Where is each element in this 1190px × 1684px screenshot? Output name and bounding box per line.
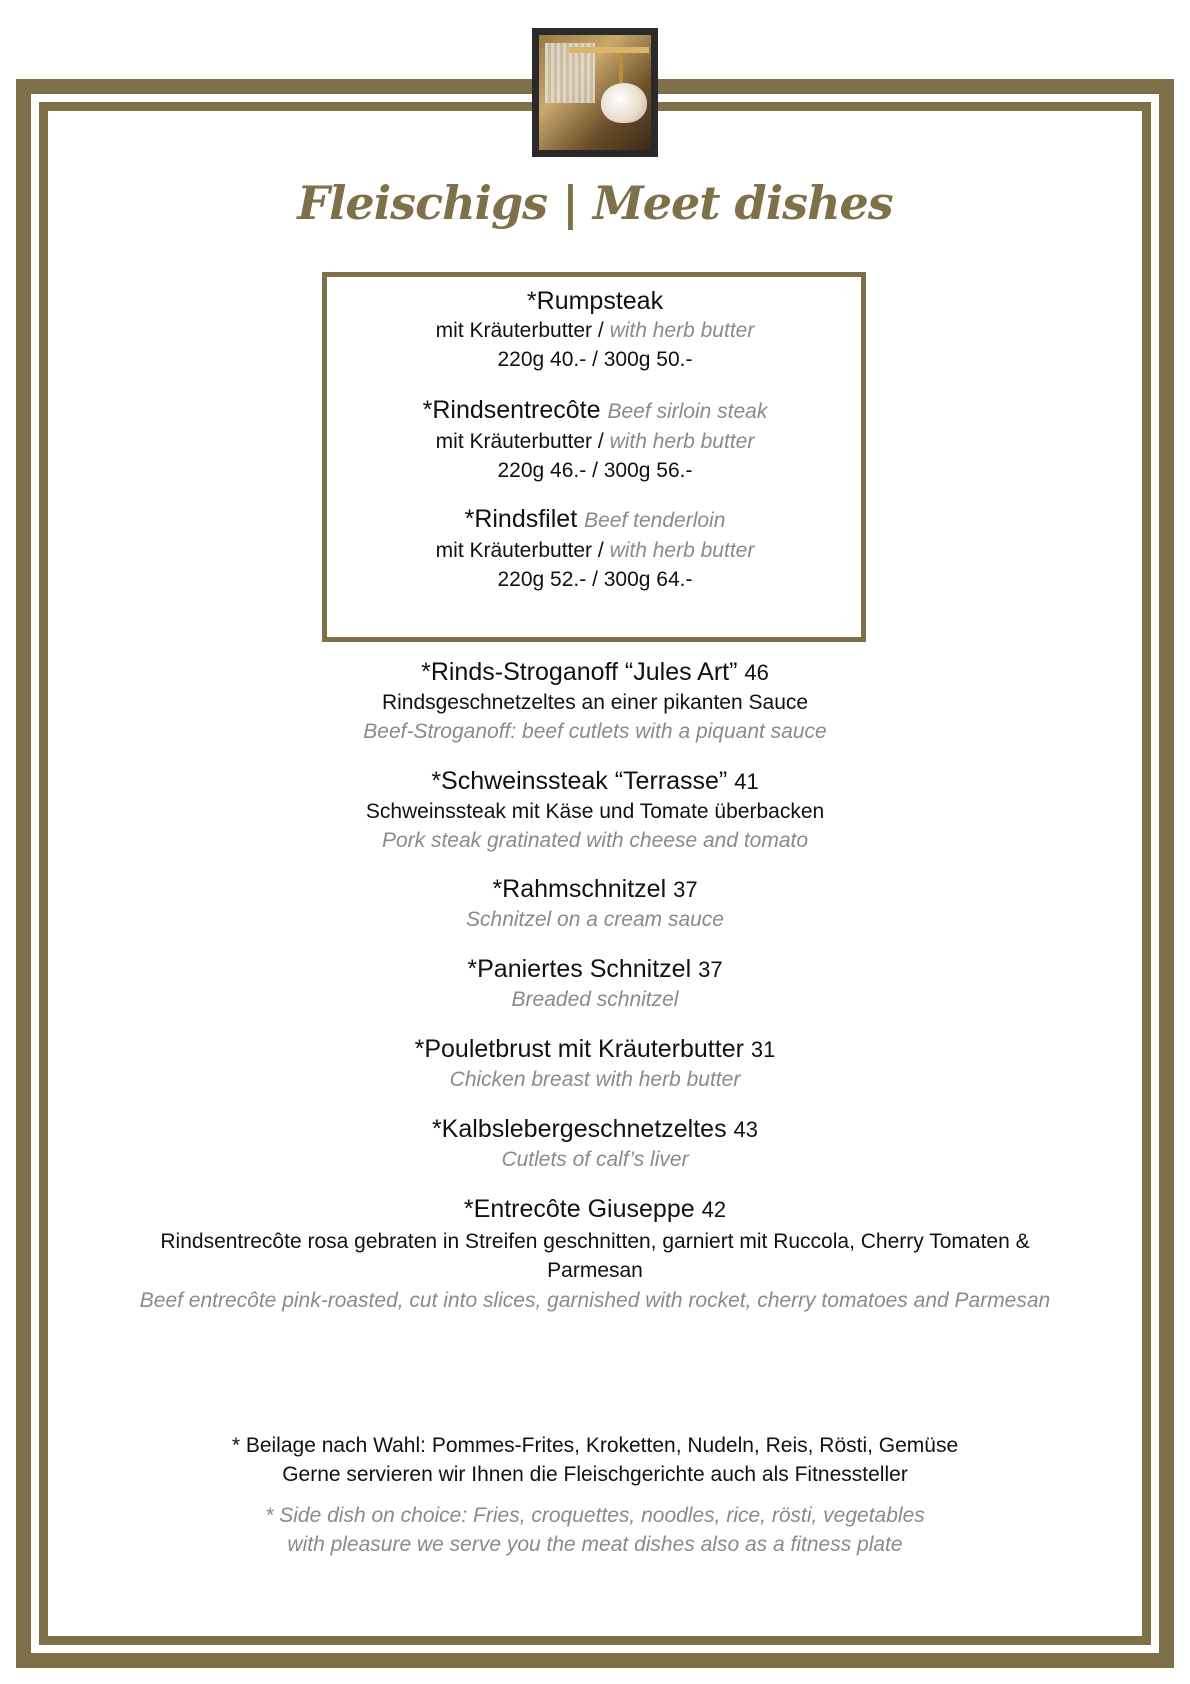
item-name: *Rahmschnitzel	[492, 875, 667, 903]
separator: /	[592, 319, 610, 342]
item-price: 42	[701, 1197, 727, 1222]
separator: /	[592, 430, 610, 453]
item-price: 220g 52.- / 300g 64.-	[497, 568, 693, 591]
menu-item-paniertes-schnitzel	[0, 954, 1190, 1014]
item-price: 43	[733, 1117, 759, 1142]
footer-note-en-1: * Side dish on choice: Fries, croquettes, noodles, rice, rösti, vegetables	[265, 1504, 925, 1527]
item-price: 37	[673, 877, 698, 902]
footer-note-de-1: * Beilage nach Wahl: Pommes-Frites, Kroketten, Nudeln, Reis, Rösti, Gemüse	[231, 1434, 959, 1457]
item-name-en: Beef tenderloin	[584, 509, 726, 532]
footer-note-de-2: Gerne servieren wir Ihnen die Fleischgerichte auch als Fitnessteller	[282, 1463, 908, 1486]
item-name: *Rinds-Stroganoff “Jules Art”	[421, 658, 738, 686]
item-desc-de: Rindsentrecôte rosa gebraten in Streifen geschnitten, garniert mit Ruccola, Cherry Tomaten & Parmesan	[160, 1230, 1030, 1282]
item-desc-de: mit Kräuterbutter	[435, 430, 593, 453]
item-desc-en: Cutlets of calf’s liver	[501, 1148, 689, 1171]
item-name-en: Beef sirloin steak	[607, 400, 768, 423]
menu-item-pouletbrust	[0, 1034, 1190, 1094]
item-price: 220g 46.- / 300g 56.-	[497, 459, 693, 482]
item-desc-en: Breaded schnitzel	[511, 988, 679, 1011]
item-price: 31	[750, 1037, 776, 1062]
restaurant-photo	[532, 28, 658, 157]
menu-item-rindsentrecote	[0, 395, 1190, 485]
item-desc-de: mit Kräuterbutter	[435, 319, 593, 342]
menu-item-rindsfilet	[0, 504, 1190, 594]
footer-note-en-2: with pleasure we serve you the meat dishes also as a fitness plate	[287, 1533, 903, 1556]
separator: /	[592, 539, 610, 562]
menu-item-kalbsleber	[0, 1114, 1190, 1174]
item-desc-en: Pork steak gratinated with cheese and tomato	[381, 829, 809, 852]
item-desc-en: with herb butter	[609, 319, 755, 342]
item-desc-en: with herb butter	[609, 539, 755, 562]
menu-item-entrecote-giuseppe	[0, 1194, 1190, 1225]
item-price: 37	[698, 957, 723, 982]
item-name: *Rindsfilet	[464, 505, 578, 533]
menu-item-stroganoff	[0, 657, 1190, 746]
item-desc-en: Chicken breast with herb butter	[449, 1068, 741, 1091]
item-name: *Kalbslebergeschnetzeltes	[431, 1115, 727, 1143]
item-desc-de: Schweinssteak mit Käse und Tomate überbacken	[365, 800, 825, 823]
item-name: *Paniertes Schnitzel	[467, 955, 692, 983]
item-price: 220g 40.- / 300g 50.-	[497, 348, 693, 371]
item-name: *Rumpsteak	[526, 287, 664, 315]
item-name: *Pouletbrust mit Kräuterbutter	[414, 1035, 744, 1063]
item-desc-en: Beef-Stroganoff: beef cutlets with a piquant sauce	[363, 720, 827, 743]
page-title: Fleischigs | Meet dishes	[297, 176, 893, 230]
item-price: 41	[734, 769, 759, 794]
item-desc-de: Rindsgeschnetzeltes an einer pikanten Sauce	[381, 691, 809, 714]
item-desc-en: Schnitzel on a cream sauce	[466, 908, 724, 931]
item-desc-en: Beef entrecôte pink-roasted, cut into slices, garnished with rocket, cherry tomatoes and Parmesan	[139, 1289, 1051, 1312]
item-desc-en: with herb butter	[609, 430, 755, 453]
item-price: 46	[744, 660, 769, 685]
item-name: *Rindsentrecôte	[422, 396, 601, 424]
item-name: *Entrecôte Giuseppe	[463, 1195, 695, 1223]
item-desc-de: mit Kräuterbutter	[435, 539, 593, 562]
menu-item-schweinssteak	[0, 766, 1190, 855]
menu-item-rumpsteak	[0, 286, 1190, 374]
menu-item-rahmschnitzel	[0, 874, 1190, 934]
item-name: *Schweinssteak “Terrasse”	[431, 767, 728, 795]
